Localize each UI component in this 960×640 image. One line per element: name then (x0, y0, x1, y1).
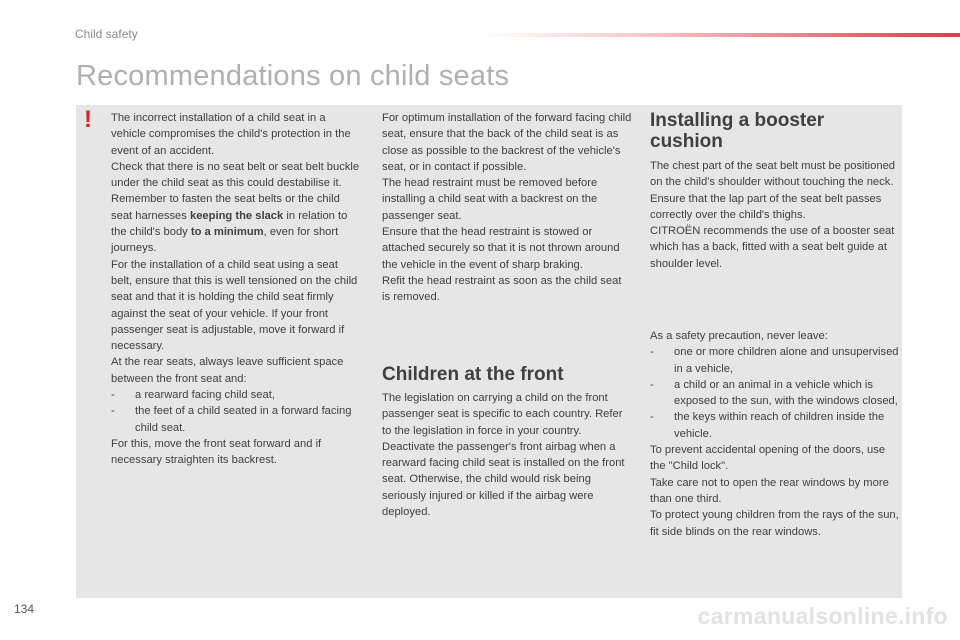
list-item: - a child or an animal in a vehicle which is exposed to the sun, with the windows closed, (650, 378, 898, 408)
warning-paragraph: For the installation of a child seat using a seat belt, ensure that this is well tensioned on the child seat and that it is holding the child seat firmly against the seat of your vehicle. If your front passenger seat is adjustable, move it forward if necessary. (111, 258, 358, 353)
exclamation-warning-icon: ! (84, 106, 92, 133)
fasten-paragraph: Remember to fasten the seat belts or the child seat harnesses keeping the slack in relation to the child's body to a minimum, even for short journeys. (111, 193, 348, 255)
body-paragraph: As a safety precaution, never leave: (650, 330, 828, 342)
body-paragraph: The head restraint must be removed before installing a child seat with a backrest on the passenger seat. (382, 177, 598, 222)
body-paragraph: Deactivate the passenger's front airbag when a rearward facing child seat is installed on the front seat. Otherwise, the child would risk being seriously injured or killed if the airbag were deployed. (382, 440, 625, 519)
section-accent-bar (480, 33, 960, 37)
booster-heading: Installing a booster cushion (650, 110, 825, 152)
page-number: 134 (14, 602, 35, 616)
warning-column (111, 110, 361, 469)
emphasis-text: to a minimum (190, 226, 264, 239)
emphasis-text: keeping the slack (189, 209, 284, 222)
body-paragraph: To prevent accidental opening of the doors, use the "Child lock". (650, 444, 886, 473)
list-item: - the feet of a child seated in a forward facing child seat. (111, 405, 352, 434)
children-front-heading: Children at the front (382, 364, 564, 385)
warning-paragraph: Check that there is no seat belt or seat belt buckle under the child seat as this could destabilise it. (111, 160, 360, 190)
warning-paragraph: For this, move the front seat forward and if necessary straighten its backrest. (111, 437, 322, 467)
body-paragraph: The legislation on carrying a child on the front passenger seat is specific to each country. Refer to the legislation in force in your country. (382, 392, 623, 437)
body-paragraph: CITROËN recommends the use of a booster seat which has a back, fitted with a seat belt guide at shoulder level. (650, 225, 895, 270)
body-paragraph: Ensure that the head restraint is stowed or attached securely so that it is not thrown around the vehicle in the event of sharp braking. (382, 226, 620, 271)
body-paragraph: The chest part of the seat belt must be positioned on the child's shoulder without touching the neck. (650, 160, 896, 189)
body-paragraph: To protect young children from the rays of the sun, fit side blinds on the rear windows. (650, 509, 899, 538)
precaution-column (650, 328, 900, 540)
warning-paragraph: At the rear seats, always leave sufficient space between the front seat and: (111, 356, 344, 385)
body-paragraph: Take care not to open the rear windows by more than one third. (650, 476, 889, 505)
body-paragraph: Ensure that the lap part of the seat belt passes correctly over the child's thighs. (650, 192, 882, 221)
warning-paragraph: The incorrect installation of a child seat in a vehicle compromises the child's protection in the event of an accident. (111, 112, 351, 157)
page-title: Recommendations on child seats (76, 60, 510, 92)
booster-column (650, 158, 900, 272)
list-item: - one or more children alone and unsupervised in a vehicle, (650, 346, 899, 375)
body-paragraph: For optimum installation of the forward facing child seat, ensure that the back of the child seat is as close as possible to the backrest of the vehicle's seat, or in contact if possible. (382, 112, 632, 173)
forward-facing-column (382, 110, 632, 306)
list-item: - the keys within reach of children inside the vehicle. (650, 411, 885, 440)
children-front-column (382, 390, 632, 520)
list-item: - a rearward facing child seat, (111, 389, 275, 402)
watermark: carmanualsonline.info (697, 603, 948, 629)
section-label: Child safety (75, 27, 138, 41)
body-paragraph: Refit the head restraint as soon as the child seat is removed. (382, 274, 622, 304)
